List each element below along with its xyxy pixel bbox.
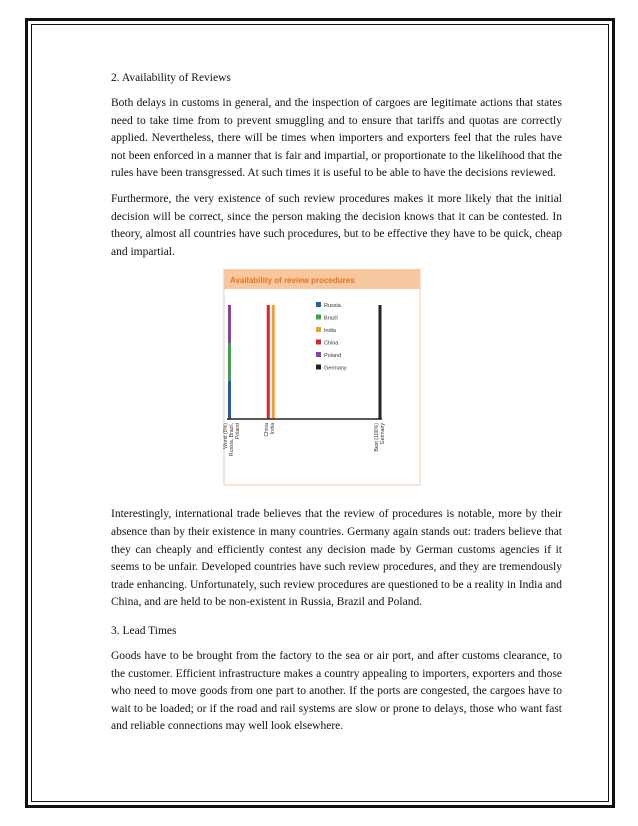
x-tick-label: India [269,423,276,435]
chart-title: Availability of review procedures [230,276,355,286]
chart-container [111,269,562,492]
x-tick-label: Poland [235,423,241,440]
x-tick-label: Best (100%) [374,423,380,452]
legend-label-china: China [324,340,339,347]
bar-india [272,305,275,419]
bar-poland [228,305,231,343]
bar-germany [379,305,382,419]
legend-swatch-brazil [316,315,321,320]
bar-brazil [228,343,231,381]
legend-swatch-poland [316,352,321,357]
section-2-paragraph-1: Both delays in customs in general, and the inspection of cargoes are legitimate actions that states need to take time from to prevent smuggling and to ensure that tariffs and quotas are correctly applied. Nevertheless, there will be times when importers and exporters feel that the rules have not been enforced in a manner that is fair and impartial, or proportionate to the likelihood that the rules have been transgressed. At such times it is useful to be able to have the decisions reviewed. [111,97,562,180]
section-3-paragraph-1: Goods have to be brought from the factory to the sea or air port, and after customs clearance, to the customer. Efficient infrastructure makes a country appealing to importers, exporters and those who need to move goods from one part to another. If the ports are congested, the cargoes have to wait to be loaded; or if the road and rail systems are slow or prone to delays, those who want fast and reliable connections may well look elsewhere. [111,649,562,733]
section-2-paragraph-3: Interestingly, international trade believes that the review of procedures is notable, more by their absence than by their existence in many countries. Germany again stands out: traders believe that they can cheaply and efficiently contest any decision made by German customs agencies if it seems to be unfair. Developed countries have such review procedures, and they are tremendously trade enhancing. Unfortunately, such review procedures are questioned to be a reality in India and China, and are held to be non-existent in Russia, Brazil and Poland. [111,508,562,609]
document-body [111,70,562,744]
review-availability-chart [111,269,562,487]
bar-russia [228,381,231,419]
legend-label-poland: Poland [324,353,342,360]
x-tick-label: Germany [380,423,386,445]
bar-china [267,305,270,419]
section-2-heading: 2. Availability of Reviews [111,72,231,84]
section-3-heading: 3. Lead Times [111,624,177,637]
legend-label-brazil: Brazil [324,315,338,322]
legend-label-india: India [324,328,336,335]
legend-swatch-india [316,327,321,332]
legend-swatch-russia [316,302,321,307]
x-tick-label: Russia, Brazil, [229,423,235,457]
chart-background [224,269,420,485]
legend-swatch-germany [316,365,321,370]
legend-label-germany: Germany [324,365,347,372]
legend-label-russia: Russia [324,303,341,310]
x-tick-label: China [263,423,270,437]
x-tick-label: Worst (0%) [223,423,229,450]
section-2-paragraph-2: Furthermore, the very existence of such review procedures makes it more likely that the initial decision will be correct, since the person making the decision knows that it can be contested. In theory, almost all countries have such procedures, but to be effective they have to be quick, cheap and impartial. [111,192,562,258]
legend-swatch-china [316,340,321,345]
